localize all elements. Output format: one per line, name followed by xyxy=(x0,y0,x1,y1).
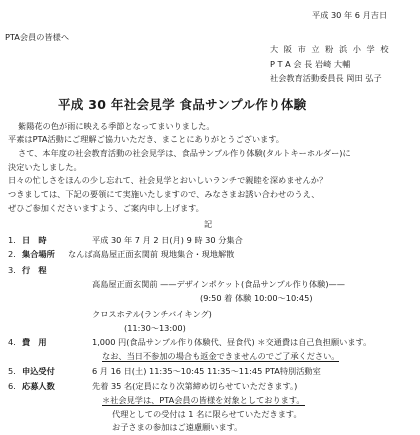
item-number: 6. xyxy=(8,381,16,391)
item-value-date: 平成 30 年 7 月 2 日(月) 9 時 30 分集合 xyxy=(92,235,243,245)
itinerary-line-1: 高島屋正面玄関前 ——デザインポケット(食品サンプル作り体験)—— xyxy=(92,279,345,289)
item-label-fee: 費 用 xyxy=(22,337,47,347)
item-number: 5. xyxy=(8,366,16,376)
capacity-line-4: お子さまの参加はご遠慮願います。 xyxy=(112,422,243,432)
body-line-5: 日々の忙しさをほんの少し忘れて、社会見学とおいしいランチで親睦を深めませんか？ xyxy=(8,175,328,185)
item-label-application: 申込受付 xyxy=(22,366,55,376)
item-number: 3. xyxy=(8,265,16,275)
sender-school: 大 阪 市 立 粉 浜 小 学 校 xyxy=(270,44,391,54)
item-label-capacity: 応募人数 xyxy=(22,381,55,391)
item-label-itinerary: 行 程 xyxy=(22,265,47,275)
fee-line-2: なお、当日不参加の場合も返金できませんのでご了承ください。 xyxy=(102,351,340,361)
sender-committee-chair: 社会教育活動委員長 岡田 弘子 xyxy=(270,73,382,83)
item-number: 2. xyxy=(8,249,16,259)
fee-line-1: 1,000 円(食品サンプル作り体験代、昼食代) ＊交通費は自己負担願います。 xyxy=(92,337,372,347)
itinerary-line-3: クロスホテル(ランチバイキング) xyxy=(92,309,212,319)
item-number: 1. xyxy=(8,235,16,245)
body-line-6: つきましては、下記の要領にて実施いたしますので、みなさまお誘い合わせのうえ、 xyxy=(8,189,320,199)
item-number: 4. xyxy=(8,337,16,347)
body-line-3: さて、本年度の社会教育活動の社会見学は、食品サンプル作り体験(タルトキーホルダー)に xyxy=(18,148,351,158)
body-line-4: 決定いたしました。 xyxy=(8,162,82,172)
item-label-date: 日 時 xyxy=(22,235,47,245)
capacity-line-2: ＊社会見学は、PTA会員の皆様を対象としております。 xyxy=(102,395,305,405)
capacity-line-3: 代理としての受付は 1 名に限らせていただきます。 xyxy=(112,409,302,419)
page-title: 平成 30 年社会見学 食品サンプル作り体験 xyxy=(58,97,307,112)
item-label-meeting-place: 集合場所 xyxy=(22,249,55,259)
body-line-2: 平素はPTA活動にご理解ご協力いただき、まことにありがとうございます。 xyxy=(8,134,284,144)
itinerary-line-4: (11:30～13:00) xyxy=(124,323,186,333)
capacity-line-1: 先着 35 名(定員になり次第締め切らせていただきます。) xyxy=(92,381,298,391)
sender-pta-president: P T A 会 長 岩崎 大輔 xyxy=(270,59,351,69)
item-value-meeting-place: なんば高島屋正面玄関前 現地集合・現地解散 xyxy=(68,249,235,259)
body-line-1: 紫陽花の色が雨に映える季節となってまいりました。 xyxy=(18,121,215,131)
recipient: PTA会員の皆様へ xyxy=(5,32,70,42)
itinerary-line-2: (9:50 着 体験 10:00～10:45) xyxy=(200,293,313,303)
ki-heading: 記 xyxy=(204,219,213,229)
issue-date: 平成 30 年 6 月吉日 xyxy=(312,10,388,20)
body-line-7: ぜひご参加くださいますよう、ご案内申し上げます。 xyxy=(8,203,204,213)
item-value-application: 6 月 16 日(土) 11:35～10:45 11:35～11:45 PTA特別活動室 xyxy=(92,366,321,376)
